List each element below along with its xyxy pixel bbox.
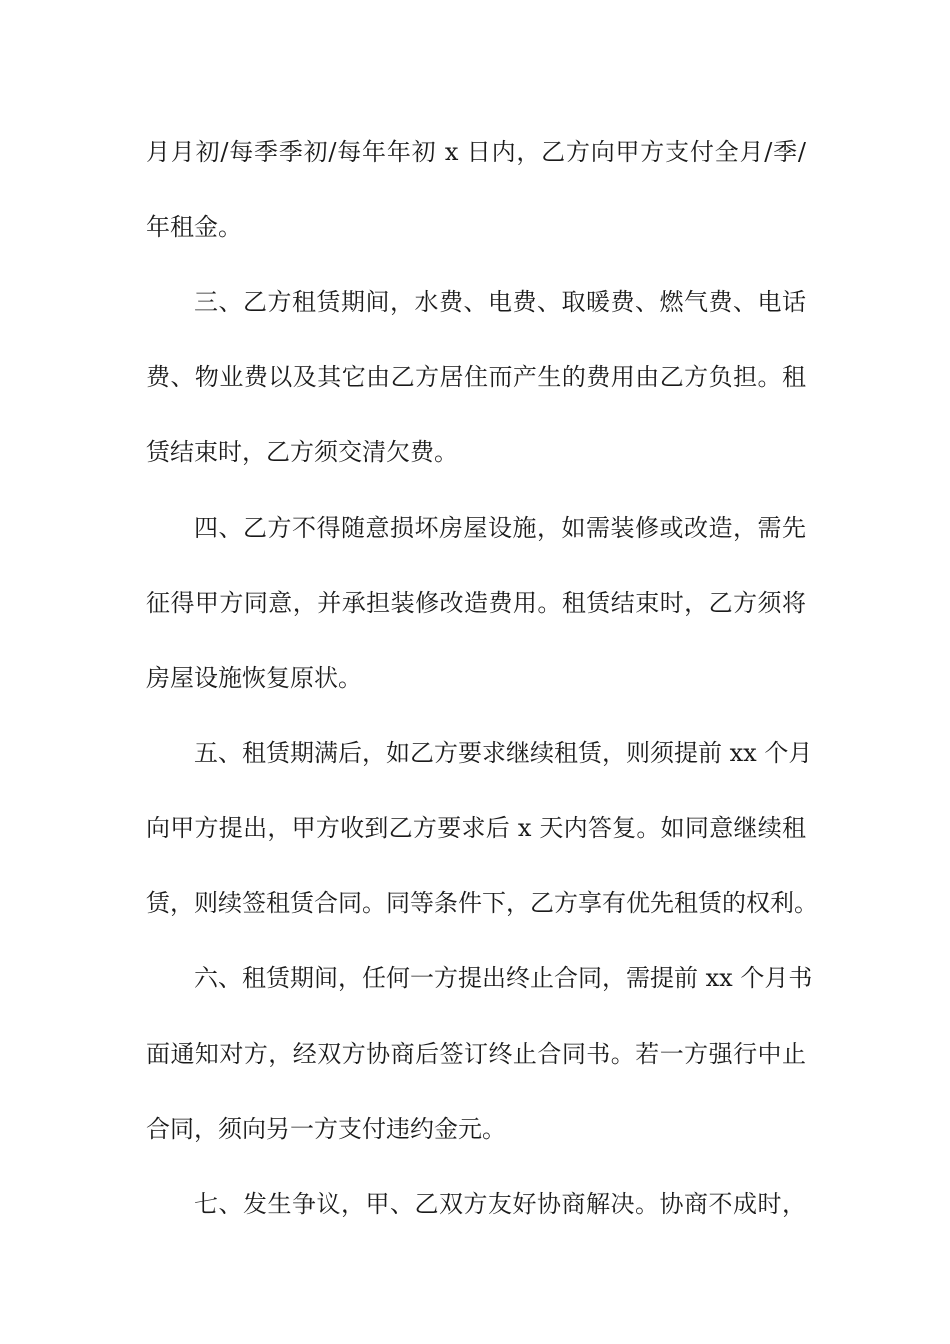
- text-line: 向甲方提出，甲方收到乙方要求后 x 天内答复。如同意继续租: [146, 814, 806, 842]
- text-line: 房屋设施恢复原状。: [146, 664, 362, 692]
- text-line: 赁，则续签租赁合同。同等条件下，乙方享有优先租赁的权利。: [146, 889, 818, 917]
- paragraph-6-start: 六、租赁期间，任何一方提出终止合同，需提前 xx 个月书: [194, 964, 813, 992]
- paragraph-7-start: 七、发生争议，甲、乙双方友好协商解决。协商不成时，: [194, 1190, 806, 1218]
- text-line: 面通知对方，经双方协商后签订终止合同书。若一方强行中止: [146, 1040, 806, 1068]
- paragraph-4-start: 四、乙方不得随意损坏房屋设施，如需装修或改造，需先: [194, 514, 806, 542]
- text-line: 年租金。: [146, 213, 242, 241]
- paragraph-3-start: 三、乙方租赁期间，水费、电费、取暖费、燃气费、电话: [194, 288, 806, 316]
- paragraph-5-start: 五、租赁期满后，如乙方要求继续租赁，则须提前 xx 个月: [194, 739, 813, 767]
- text-line: 费、物业费以及其它由乙方居住而产生的费用由乙方负担。租: [146, 363, 806, 391]
- text-line: 合同，须向另一方支付违约金元。: [146, 1115, 506, 1143]
- text-line: 赁结束时，乙方须交清欠费。: [146, 438, 458, 466]
- text-line: 征得甲方同意，并承担装修改造费用。租赁结束时，乙方须将: [146, 589, 806, 617]
- text-line: 月月初/每季季初/每年年初 x 日内，乙方向甲方支付全月/季/: [146, 138, 806, 166]
